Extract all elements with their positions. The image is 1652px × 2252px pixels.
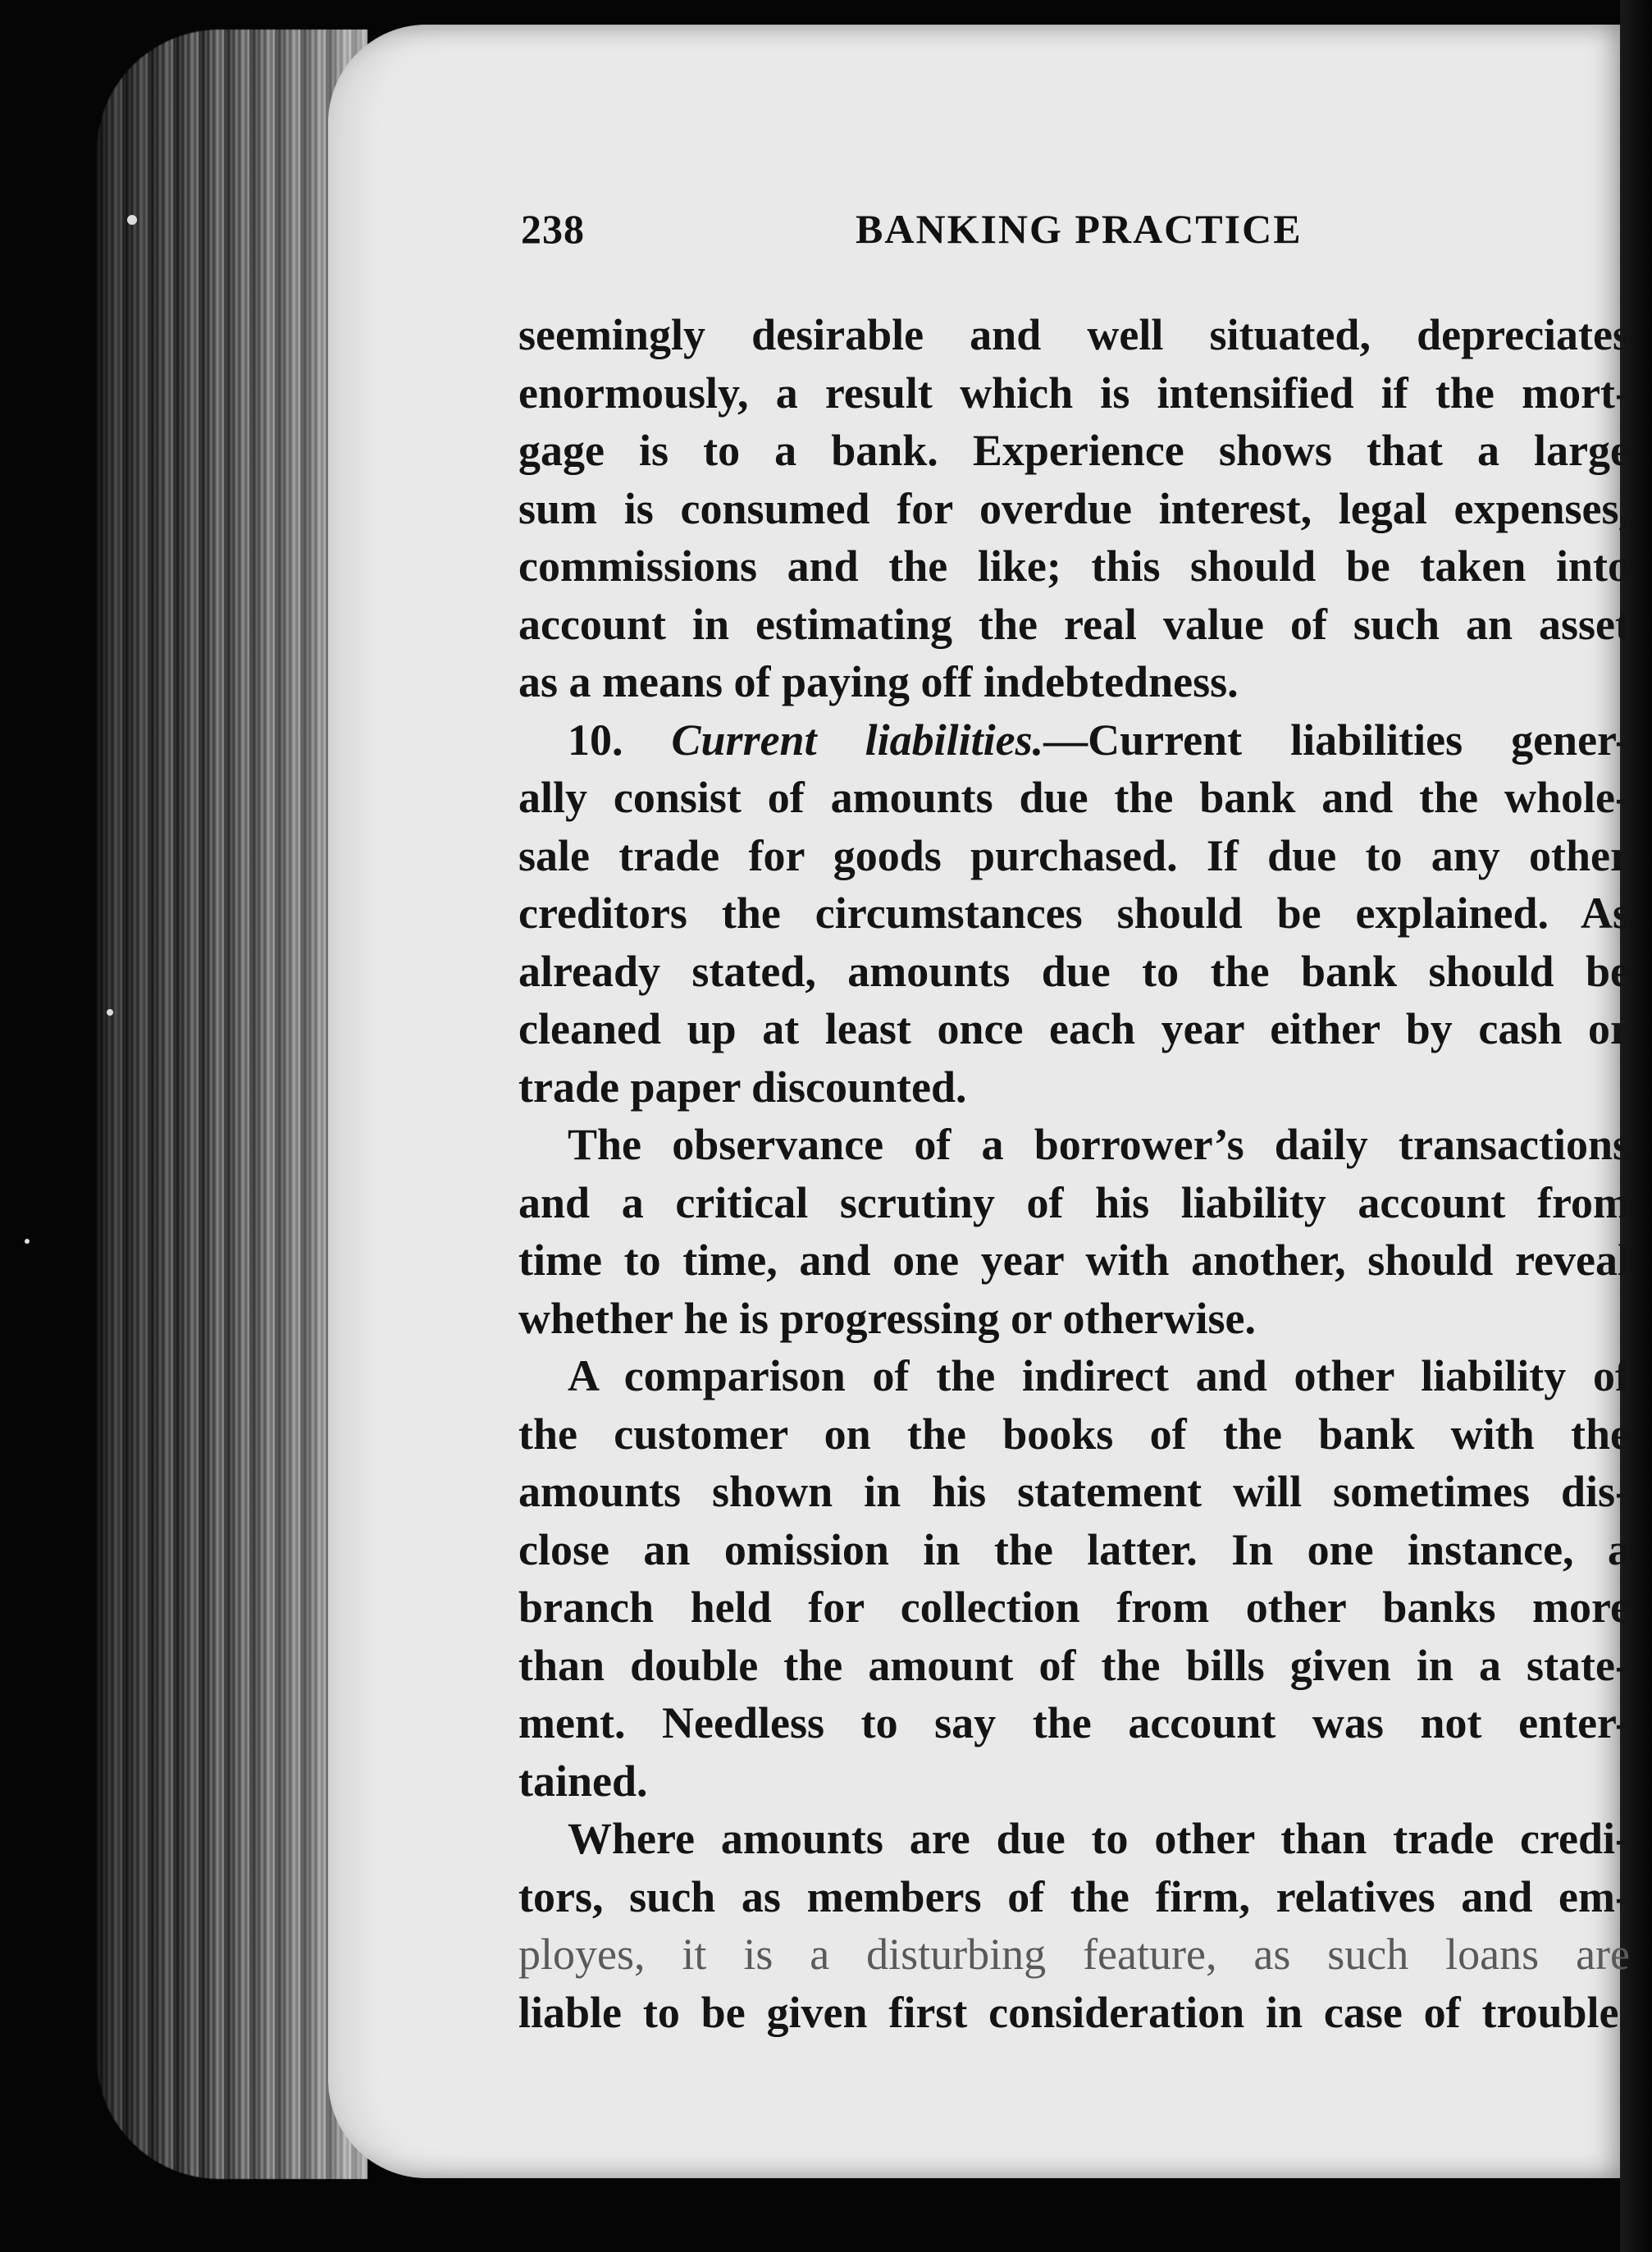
text-line: ployes, it is a disturbing feature, as such loans are <box>518 1930 1630 1979</box>
text-line: and a critical scrutiny of his liability account from <box>518 1177 1630 1227</box>
text-line: already stated, amounts due to the bank should be <box>518 946 1630 996</box>
text-line: cleaned up at least once each year either by cash or <box>518 1004 1630 1053</box>
text-line: time to time, and one year with another, should reveal <box>518 1236 1630 1285</box>
text-line: creditors the circumstances should be explained. As <box>518 888 1630 938</box>
text-line: tained. <box>518 1756 648 1806</box>
dust-speck <box>25 1239 30 1244</box>
page-edges-shading <box>97 30 367 2179</box>
text-line: the customer on the books of the bank with the <box>518 1409 1630 1459</box>
text-line: as a means of paying off indebtedness. <box>518 657 1239 706</box>
running-title: BANKING PRACTICE <box>856 206 1303 252</box>
section-heading: Current liabilities. <box>671 715 1044 765</box>
text-line: Where amounts are due to other than trade credi- <box>568 1814 1630 1863</box>
section-heading-line <box>518 711 1630 770</box>
text-line: whether he is progressing or otherwise. <box>518 1293 1256 1343</box>
dust-speck <box>107 1009 113 1016</box>
text-line: liable to be given first consideration in case of trouble. <box>518 1987 1630 2037</box>
text-line: trade paper discounted. <box>518 1062 967 1112</box>
text-line: commissions and the like; this should be taken into <box>518 541 1630 591</box>
running-head <box>521 205 1632 263</box>
text-line: gage is to a bank. Experience shows that a large <box>518 426 1630 475</box>
text-line: ally consist of amounts due the bank and the whole- <box>518 773 1630 822</box>
text-line: enormously, a result which is intensified if the mort- <box>518 368 1630 418</box>
text-line: sale trade for goods purchased. If due to any other <box>518 830 1630 880</box>
text-line: A comparison of the indirect and other liability of <box>568 1351 1630 1400</box>
dust-speck <box>127 215 137 225</box>
body-text <box>518 306 1630 2041</box>
text-line: sum is consumed for overdue interest, legal expenses, <box>518 483 1630 533</box>
page-number: 238 <box>521 206 585 252</box>
text-line: seemingly desirable and well situated, depreciates <box>518 310 1630 359</box>
text-line: tors, such as members of the firm, relatives and em- <box>518 1871 1630 1921</box>
text-line: branch held for collection from other banks more <box>518 1583 1630 1632</box>
text-line: amounts shown in his statement will sometimes dis- <box>518 1467 1630 1516</box>
text-line: The observance of a borrower’s daily transactions <box>568 1120 1630 1169</box>
text-line: account in estimating the real value of such an asset <box>518 599 1630 649</box>
section-heading-rest: —Current liabilities gener- <box>1043 715 1630 765</box>
text-line: than double the amount of the bills given in a state- <box>518 1640 1630 1690</box>
text-line: ment. Needless to say the account was not enter- <box>518 1698 1630 1747</box>
section-number: 10. <box>568 715 623 765</box>
text-line: close an omission in the latter. In one instance, a <box>518 1524 1630 1574</box>
